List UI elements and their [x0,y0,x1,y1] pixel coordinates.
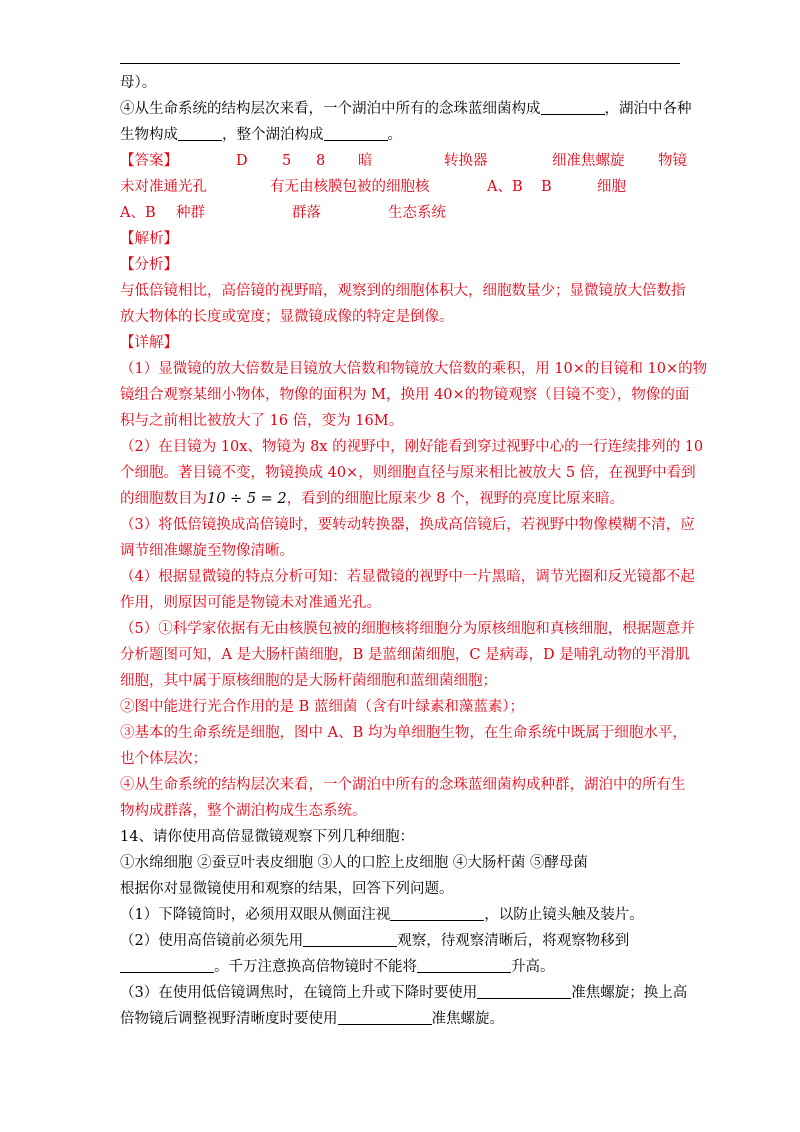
text-line: 母）。 [120,75,157,91]
answer-row-1: 【答案】 D 5 8 暗 转换器 细准焦螺旋 物镜 [120,148,682,174]
answer-blank [541,98,605,115]
analysis-label: 【解析】 [120,231,178,247]
document-page [120,70,708,1032]
text-line: 根据你对显微镜使用和观察的结果，回答下列问题。 [120,881,454,897]
detail-label: 【详解】 [120,335,178,351]
answer-blank [417,956,511,973]
text-line: 与低倍镜相比，高倍镜的视野暗，观察到的细胞体积大，细胞数量少；显微镜放大倍数指 [120,283,686,299]
answer-blank [324,124,388,141]
text-line: 分析题图可知，A 是大肠杆菌细胞，B 是蓝细菌细胞，C 是病毒，D 是哺乳动物的平滑肌 [120,647,690,663]
answer-row-3: A、B 种群 群落 生态系统 [120,205,446,221]
text-line: 放大物体的长度或宽度；显微镜成像的特定是倒像。 [120,309,454,325]
text-line: （1）显微镜的放大倍数是目镜放大倍数和物镜放大倍数的乘积，用 10×的目镜和 10×的物 [120,361,708,377]
answer-row-2: 未对准通光孔 有无由核膜包被的细胞核 A、B B 细胞 [120,179,626,195]
answer-blank [390,904,484,921]
question-14-part-1: （1）下降镜筒时，必须用双眼从侧面注视 ，以防止镜头触及装片。 [120,902,682,928]
text-line: 的细胞数目为10 ÷ 5 = 2，看到的细胞比原来少 8 个，视野的亮度比原来暗。 [120,491,625,507]
text-line: （5）①科学家依据有无由核膜包被的细胞核将细胞分为原核细胞和真核细胞，根据题意并 [120,621,695,637]
text-line: 积与之前相比被放大了 16 倍，变为 16M。 [120,413,404,429]
text-line: （4）根据显微镜的特点分析可知：若显微镜的视野中一片黑暗，调节光圈和反光镜都不起 [120,569,695,585]
question-4-line-2: 生物构成 ，整个湖泊构成 。 [120,122,682,148]
answer-label: 【答案】 [120,153,178,169]
text-line: ③基本的生命系统是细胞，图中 A、B 均为单细胞生物，在生命系统中既属于细胞水平， [120,725,687,741]
text-line: 物构成群落，整个湖泊构成生态系统。 [120,803,367,819]
text-line: 细胞，其中属于原核细胞的是大肠杆菌细胞和蓝细菌细胞； [120,673,497,689]
answer-blank [477,982,571,999]
answer-blank [338,1008,432,1025]
question-14-part-3: （3）在使用低倍镜调焦时，在镜筒上升或下降时要使用 准焦螺旋；换上高 [120,980,682,1006]
text-line: （3）将低倍镜换成高倍镜时，要转动转换器，换成高倍镜后，若视野中物像模糊不清，应 [120,517,695,533]
text-line: 调节细准螺旋至物像清晰。 [120,543,294,559]
text-line: 个细胞。著目镜不变，物镜换成 40×，则细胞直径与原来相比被放大 5 倍，在视野中看到 [120,465,696,481]
text-line: ④从生命系统的结构层次来看，一个湖泊中所有的念珠蓝细菌构成种群，湖泊中的所有生 [120,777,686,793]
header-rule [120,63,680,64]
question-14-part-2-cont: 。千万注意换高倍物镜时不能将 升高。 [120,954,682,980]
question-4-line: ④从生命系统的结构层次来看，一个湖泊中所有的念珠蓝细菌构成 ，湖泊中各种 [120,96,682,122]
text-line: （2）在目镜为 10x、物镜为 8x 的视野中，刚好能看到穿过视野中心的一行连续排列的 10 [120,439,704,455]
text-line: 作用，则原因可能是物镜未对准通光孔。 [120,595,381,611]
text-line: ②图中能进行光合作用的是 B 蓝细菌（含有叶绿素和藻蓝素）； [120,699,525,715]
question-14-items: ①水绵细胞 ②蚕豆叶表皮细胞 ③人的口腔上皮细胞 ④大肠杆菌 ⑤酵母菌 [120,855,588,871]
answer-blank [303,930,397,947]
answer-blank [178,124,222,141]
text-line: 也个体层次； [120,751,207,767]
question-14-part-3-cont: 倍物镜后调整视野清晰度时要使用 准焦螺旋。 [120,1006,682,1032]
formula: 10 ÷ 5 = 2 [207,491,287,507]
text-line: 镜组合观察某细小物体，物像的面积为 M，换用 40×的物镜观察（目镜不变），物像的面 [120,387,690,403]
question-14-part-2: （2）使用高倍镜前必须先用 观察，待观察清晰后，将观察物移到 [120,928,682,954]
question-14-title: 14、请你使用高倍显微镜观察下列几种细胞： [120,829,414,845]
answer-blank [120,956,214,973]
analysis-sub-label: 【分析】 [120,257,178,273]
